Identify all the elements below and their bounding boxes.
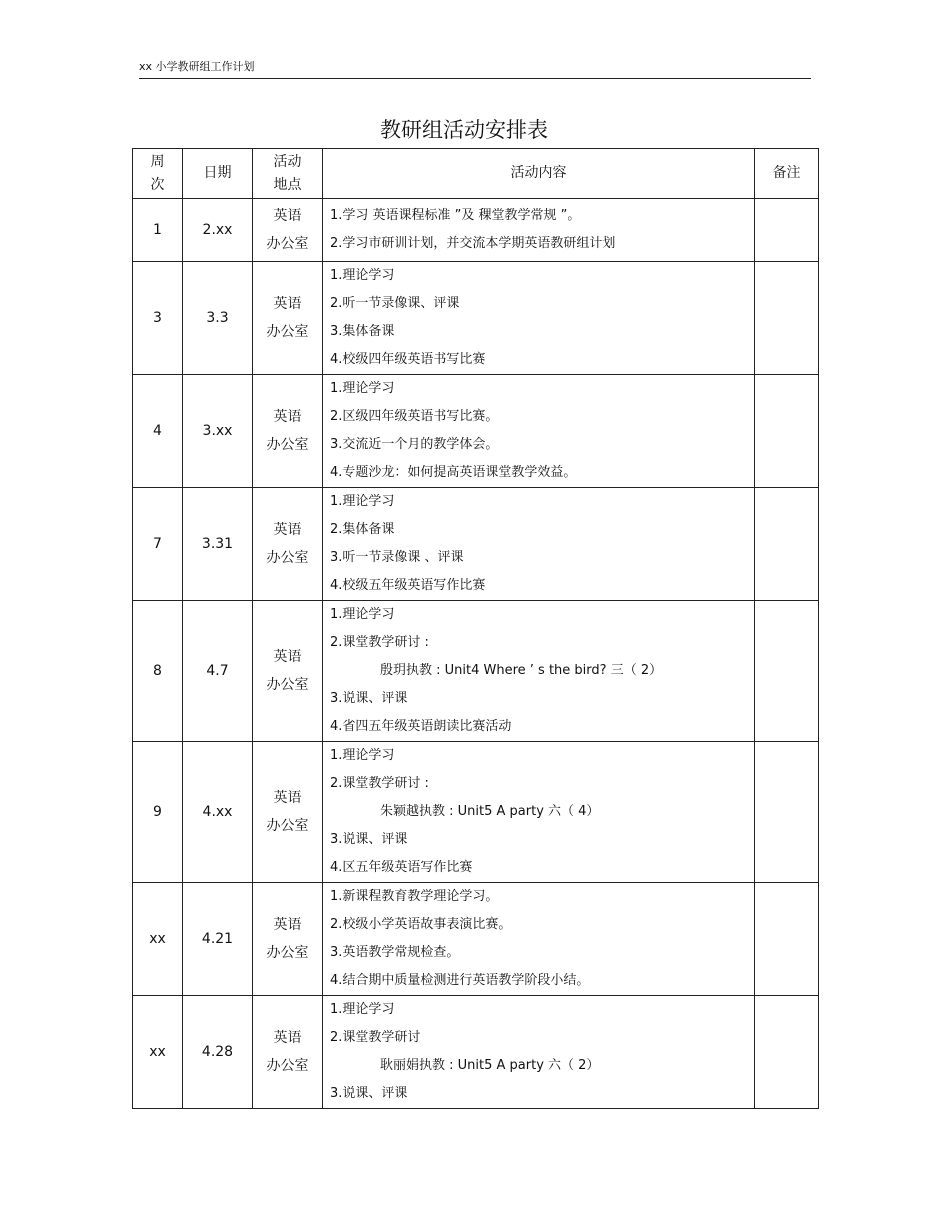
col-header-content: 活动内容	[323, 149, 755, 199]
content-line: 4.区五年级英语写作比赛	[330, 860, 473, 875]
content-cell	[323, 996, 755, 1109]
week-cell: 3	[133, 262, 183, 375]
location-line: 办公室	[266, 1058, 309, 1074]
table-row	[133, 488, 819, 601]
content-cell	[323, 488, 755, 601]
date-cell: 4.7	[183, 601, 253, 742]
col-header-date: 日期	[183, 149, 253, 199]
content-line: 3.英语教学常规检查。	[330, 945, 460, 960]
location-line: 办公室	[266, 677, 309, 693]
page-header: xx 小学教研组工作计划	[139, 58, 811, 79]
location-cell	[253, 742, 323, 883]
content-line: 3.说课、评课	[330, 691, 408, 706]
content-line: 4.专题沙龙：如何提高英语课堂教学效益。	[330, 465, 577, 480]
note-cell	[755, 199, 819, 262]
content-line: 2.学习市研训计划，并交流本学期英语教研组计划	[330, 236, 616, 251]
week-cell: 4	[133, 375, 183, 488]
week-cell: xx	[133, 883, 183, 996]
content-line: 1.理论学习	[330, 748, 395, 763]
content-line: 3.集体备课	[330, 324, 395, 339]
content-line: 1.新课程教育教学理论学习。	[330, 889, 499, 904]
col-header-week: 周 次	[133, 149, 183, 199]
content-line: 2.集体备课	[330, 522, 395, 537]
location-line: 英语	[273, 1030, 302, 1046]
table-row	[133, 742, 819, 883]
content-line: 朱颖越执教 : Unit5 A party 六（ 4）	[380, 804, 600, 819]
table-row	[133, 375, 819, 488]
location-line: 英语	[273, 208, 302, 224]
location-line: 办公室	[266, 236, 309, 252]
content-cell	[323, 262, 755, 375]
content-line: 3.听一节录像课 、评课	[330, 550, 464, 565]
content-line: 1.理论学习	[330, 268, 395, 283]
week-cell: 1	[133, 199, 183, 262]
col-header-location: 活动 地点	[253, 149, 323, 199]
content-line: 2.课堂教学研讨 :	[330, 635, 429, 650]
content-line: 1.理论学习	[330, 1002, 395, 1017]
note-cell	[755, 883, 819, 996]
content-line: 2.校级小学英语故事表演比赛。	[330, 917, 512, 932]
note-cell	[755, 375, 819, 488]
location-cell	[253, 601, 323, 742]
date-cell: 3.31	[183, 488, 253, 601]
location-line: 办公室	[266, 818, 309, 834]
table-row	[133, 883, 819, 996]
note-cell	[755, 262, 819, 375]
content-line: 2.课堂教学研讨	[330, 1030, 421, 1045]
location-cell	[253, 883, 323, 996]
content-line: 1.学习 英语课程标准 ”及 稞堂教学常规 ”。	[330, 208, 581, 223]
date-cell: 4.21	[183, 883, 253, 996]
table-header-row	[133, 149, 819, 199]
content-line: 2.课堂教学研讨 :	[330, 776, 429, 791]
location-cell	[253, 996, 323, 1109]
content-cell	[323, 601, 755, 742]
date-cell: 4.28	[183, 996, 253, 1109]
location-line: 英语	[273, 649, 302, 665]
content-cell	[323, 742, 755, 883]
location-line: 英语	[273, 522, 302, 538]
content-line: 耿丽娟执教 : Unit5 A party 六（ 2）	[380, 1058, 600, 1073]
table-row	[133, 262, 819, 375]
content-line: 2.听一节录像课、评课	[330, 296, 460, 311]
location-line: 办公室	[266, 550, 309, 566]
location-line: 英语	[273, 409, 302, 425]
note-cell	[755, 742, 819, 883]
location-line: 英语	[273, 790, 302, 806]
content-line: 4.省四五年级英语朗读比赛活动	[330, 719, 512, 734]
content-line: 3.说课、评课	[330, 832, 408, 847]
page-title: 教研组活动安排表	[380, 118, 548, 142]
content-line: 1.理论学习	[330, 607, 395, 622]
content-line: 2.区级四年级英语书写比赛。	[330, 409, 499, 424]
location-line: 英语	[273, 296, 302, 312]
content-line: 3.说课、评课	[330, 1086, 408, 1101]
location-line: 英语	[273, 917, 302, 933]
location-cell	[253, 199, 323, 262]
activity-schedule-table	[132, 148, 819, 1109]
col-header-note: 备注	[755, 149, 819, 199]
location-cell	[253, 488, 323, 601]
content-line: 1.理论学习	[330, 494, 395, 509]
content-line: 殷玥执教 : Unit4 Where ’ s the bird? 三（ 2）	[380, 663, 663, 678]
note-cell	[755, 601, 819, 742]
content-line: 1.理论学习	[330, 381, 395, 396]
table-row	[133, 601, 819, 742]
week-cell: 7	[133, 488, 183, 601]
week-cell: xx	[133, 996, 183, 1109]
location-line: 办公室	[266, 437, 309, 453]
location-cell	[253, 262, 323, 375]
content-cell	[323, 375, 755, 488]
location-line: 办公室	[266, 945, 309, 961]
date-cell: 2.xx	[183, 199, 253, 262]
week-cell: 8	[133, 601, 183, 742]
location-line: 办公室	[266, 324, 309, 340]
table-row	[133, 996, 819, 1109]
week-cell: 9	[133, 742, 183, 883]
date-cell: 4.xx	[183, 742, 253, 883]
content-cell	[323, 199, 755, 262]
content-line: 4.校级五年级英语写作比赛	[330, 578, 486, 593]
content-line: 4.结合期中质量检测进行英语教学阶段小结。	[330, 973, 590, 988]
content-line: 4.校级四年级英语书写比赛	[330, 352, 486, 367]
content-cell	[323, 883, 755, 996]
date-cell: 3.3	[183, 262, 253, 375]
note-cell	[755, 488, 819, 601]
location-cell	[253, 375, 323, 488]
note-cell	[755, 996, 819, 1109]
content-line: 3.交流近一个月的教学体会。	[330, 437, 499, 452]
table-row	[133, 199, 819, 262]
date-cell: 3.xx	[183, 375, 253, 488]
